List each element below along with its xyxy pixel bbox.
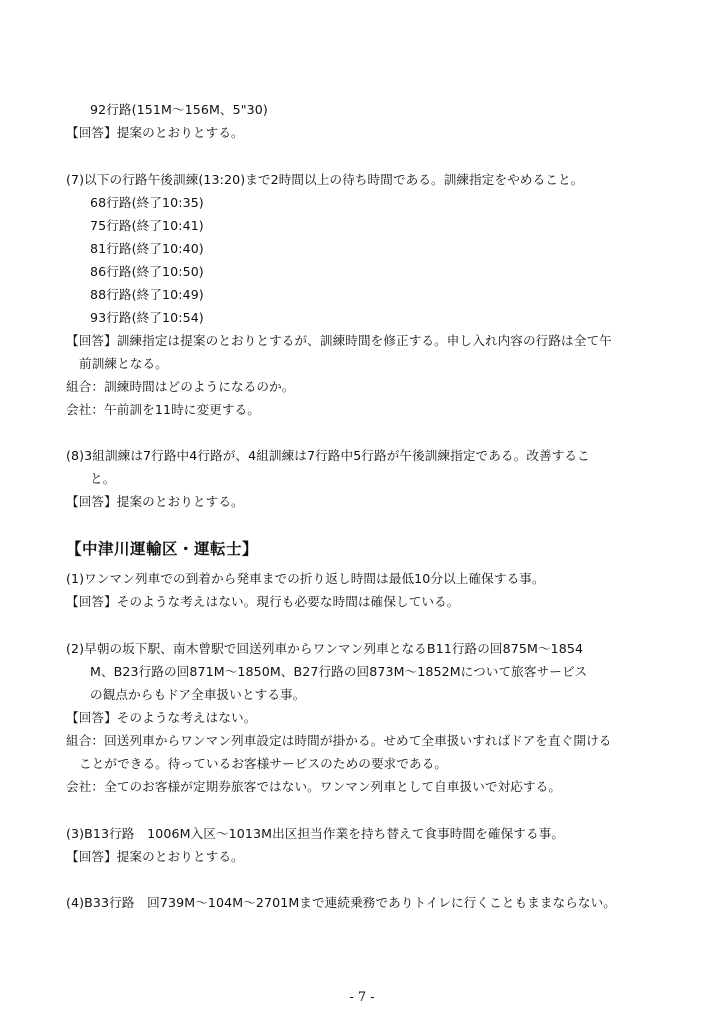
route-81-line: 81行路(終了10:40) xyxy=(90,241,204,256)
item-2-continuation: M、B23行路の回871M～1850M、B27行路の回873M～1852Mについて旅客サービス xyxy=(90,664,588,679)
route-93-line: 93行路(終了10:54) xyxy=(90,310,204,325)
route-68-line: 68行路(終了10:35) xyxy=(90,195,204,210)
page-number: - 7 - xyxy=(349,990,375,1005)
answer-line: 【回答】提案のとおりとする。 xyxy=(66,494,244,509)
item-7-request: (7)以下の行路午後訓練(13:20)まで2時間以上の待ち時間である。訓練指定をやめること。 xyxy=(66,172,584,187)
answer-continuation: 前訓練となる。 xyxy=(79,356,168,371)
item-2-continuation: の観点からもドア全車扱いとする事。 xyxy=(90,687,306,702)
item-8-continuation: と。 xyxy=(90,471,116,486)
item-2-request: (2)早朝の坂下駅、南木曾駅で回送列車からワンマン列車となるB11行路の回875M～1854 xyxy=(66,641,584,656)
route-92-line: 92行路(151M～156M、5"30) xyxy=(90,102,268,117)
company-statement: 会社：全てのお客様が定期券旅客ではない。ワンマン列車として自車扱いで対応する。 xyxy=(66,779,562,794)
item-3-request: (3)B13行路 1006M入区～1013M出区担当作業を持ち替えて食事時間を確保する事。 xyxy=(66,826,565,841)
answer-line: 【回答】訓練指定は提案のとおりとするが、訓練時間を修正する。申し入れ内容の行路は全て午 xyxy=(66,333,612,348)
item-1-request: (1)ワンマン列車での到着から発車までの折り返し時間は最低10分以上確保する事。 xyxy=(66,571,545,586)
answer-line: 【回答】提案のとおりとする。 xyxy=(66,125,244,140)
route-75-line: 75行路(終了10:41) xyxy=(90,218,204,233)
item-8-request: (8)3組訓練は7行路中4行路が、4組訓練は7行路中5行路が午後訓練指定である。改善するこ xyxy=(66,448,590,463)
route-88-line: 88行路(終了10:49) xyxy=(90,287,204,302)
item-4-request: (4)B33行路 回739M～104M～2701Mまで連続乗務でありトイレに行くこともままならない。 xyxy=(66,895,617,910)
answer-line: 【回答】そのような考えはない。現行も必要な時間は確保している。 xyxy=(66,594,460,609)
answer-line: 【回答】提案のとおりとする。 xyxy=(66,849,244,864)
answer-line: 【回答】そのような考えはない。 xyxy=(66,710,257,725)
union-statement-continuation: ことができる。待っているお客様サービスのための要求である。 xyxy=(79,756,448,771)
union-statement: 組合：回送列車からワンマン列車設定は時間が掛かる。せめて全車扱いすればドアを直ぐ開ける xyxy=(66,733,612,748)
union-statement: 組合：訓練時間はどのようになるのか。 xyxy=(66,379,295,394)
company-statement: 会社：午前訓を11時に変更する。 xyxy=(66,402,260,417)
route-86-line: 86行路(終了10:50) xyxy=(90,264,204,279)
section-heading: 【中津川運輸区・運転士】 xyxy=(66,540,259,558)
